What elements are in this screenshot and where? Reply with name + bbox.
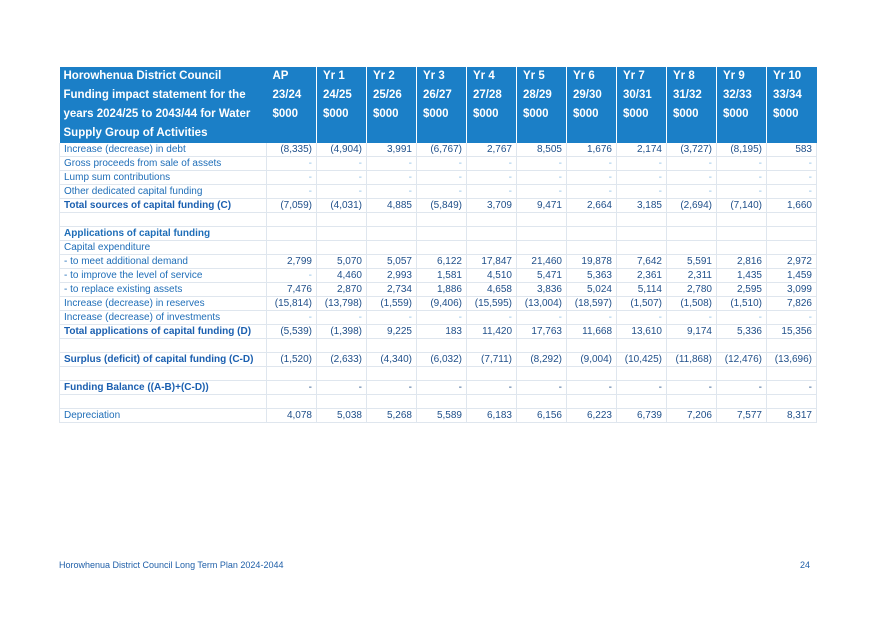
cell-value: 5,268: [367, 409, 417, 423]
title-line: Supply Group of Activities: [63, 127, 208, 139]
cell-value: 183: [417, 325, 467, 339]
total-row: [60, 381, 817, 395]
cell-value: (1,398): [317, 325, 367, 339]
cell-value: 6,223: [567, 409, 617, 423]
cell-value: (8,195): [717, 143, 767, 157]
cell-value: -: [517, 185, 567, 199]
cell-value: 3,991: [367, 143, 417, 157]
cell-value: -: [517, 157, 567, 171]
cell-value: (5,539): [267, 325, 317, 339]
table-row: [60, 171, 817, 185]
cell-value: [717, 213, 767, 227]
cell-value: -: [767, 171, 817, 185]
row-label: Lump sum contributions: [60, 171, 267, 185]
column-header: Yr 1 24/25 $000: [317, 67, 367, 143]
cell-value: 13,610: [617, 325, 667, 339]
cell-value: [567, 227, 617, 241]
cell-value: 5,589: [417, 409, 467, 423]
row-label: Other dedicated capital funding: [60, 185, 267, 199]
table-header: [60, 67, 817, 143]
cell-value: [617, 367, 667, 381]
cell-value: [367, 241, 417, 255]
cell-value: (6,032): [417, 353, 467, 367]
cell-value: 15,356: [767, 325, 817, 339]
cell-value: -: [467, 157, 517, 171]
row-label: Increase (decrease) in reserves: [60, 297, 267, 311]
cell-value: -: [667, 311, 717, 325]
cell-value: [317, 339, 367, 353]
cell-value: 8,505: [517, 143, 567, 157]
cell-value: 9,225: [367, 325, 417, 339]
total-row: [60, 199, 817, 213]
table-body: [60, 143, 817, 423]
cell-value: (9,406): [417, 297, 467, 311]
row-label: - to improve the level of service: [60, 269, 267, 283]
cell-value: (6,767): [417, 143, 467, 157]
column-header: Yr 5 28/29 $000: [517, 67, 567, 143]
cell-value: -: [267, 157, 317, 171]
cell-value: 1,886: [417, 283, 467, 297]
cell-value: (10,425): [617, 353, 667, 367]
cell-value: -: [367, 157, 417, 171]
title-line: Funding impact statement for the: [63, 89, 246, 101]
cell-value: -: [367, 185, 417, 199]
cell-value: [717, 367, 767, 381]
cell-value: 1,459: [767, 269, 817, 283]
cell-value: [767, 241, 817, 255]
cell-value: -: [367, 311, 417, 325]
cell-value: [767, 227, 817, 241]
cell-value: 1,435: [717, 269, 767, 283]
cell-value: [517, 367, 567, 381]
cell-value: (4,904): [317, 143, 367, 157]
cell-value: -: [617, 171, 667, 185]
cell-value: [567, 213, 617, 227]
cell-value: (9,004): [567, 353, 617, 367]
row-label: Capital expenditure: [60, 241, 267, 255]
cell-value: -: [267, 269, 317, 283]
row-label: [60, 339, 267, 353]
section-heading-row: [60, 227, 817, 241]
cell-value: [467, 395, 517, 409]
cell-value: (1,507): [617, 297, 667, 311]
title-line: Horowhenua District Council: [63, 70, 222, 82]
cell-value: 1,581: [417, 269, 467, 283]
cell-value: (13,004): [517, 297, 567, 311]
cell-value: [517, 241, 567, 255]
table-row: [60, 311, 817, 325]
cell-value: (15,595): [467, 297, 517, 311]
cell-value: (13,798): [317, 297, 367, 311]
spacer-row: [60, 395, 817, 409]
cell-value: [267, 367, 317, 381]
cell-value: [717, 395, 767, 409]
row-label: Total applications of capital funding (D): [60, 325, 267, 339]
row-label: Gross proceeds from sale of assets: [60, 157, 267, 171]
cell-value: -: [717, 185, 767, 199]
cell-value: [467, 213, 517, 227]
cell-value: 5,070: [317, 255, 367, 269]
cell-value: 5,591: [667, 255, 717, 269]
cell-value: -: [767, 157, 817, 171]
total-row: [60, 353, 817, 367]
cell-value: -: [567, 311, 617, 325]
cell-value: [417, 367, 467, 381]
cell-value: [317, 241, 367, 255]
cell-value: 2,780: [667, 283, 717, 297]
cell-value: 6,122: [417, 255, 467, 269]
cell-value: (8,335): [267, 143, 317, 157]
row-label: Total sources of capital funding (C): [60, 199, 267, 213]
cell-value: (13,696): [767, 353, 817, 367]
cell-value: [467, 339, 517, 353]
cell-value: [417, 339, 467, 353]
cell-value: [517, 227, 567, 241]
cell-value: [617, 395, 667, 409]
column-header: Yr 10 33/34 $000: [767, 67, 817, 143]
cell-value: -: [517, 381, 567, 395]
column-header: Yr 8 31/32 $000: [667, 67, 717, 143]
cell-value: [667, 227, 717, 241]
cell-value: 4,078: [267, 409, 317, 423]
cell-value: (1,510): [717, 297, 767, 311]
column-header: Yr 3 26/27 $000: [417, 67, 467, 143]
cell-value: (8,292): [517, 353, 567, 367]
cell-value: [717, 339, 767, 353]
cell-value: (1,559): [367, 297, 417, 311]
cell-value: -: [717, 171, 767, 185]
cell-value: (3,727): [667, 143, 717, 157]
cell-value: [617, 339, 667, 353]
cell-value: -: [417, 381, 467, 395]
cell-value: 5,363: [567, 269, 617, 283]
cell-value: [317, 367, 367, 381]
cell-value: -: [317, 311, 367, 325]
total-row: [60, 325, 817, 339]
cell-value: -: [467, 185, 517, 199]
cell-value: 1,676: [567, 143, 617, 157]
table-row: [60, 241, 817, 255]
cell-value: 5,057: [367, 255, 417, 269]
cell-value: -: [617, 185, 667, 199]
row-label: Depreciation: [60, 409, 267, 423]
row-label: Surplus (deficit) of capital funding (C-D): [60, 353, 267, 367]
cell-value: [767, 395, 817, 409]
cell-value: -: [617, 311, 667, 325]
cell-value: 2,311: [667, 269, 717, 283]
cell-value: (12,476): [717, 353, 767, 367]
cell-value: 2,870: [317, 283, 367, 297]
cell-value: -: [417, 311, 467, 325]
cell-value: -: [417, 157, 467, 171]
cell-value: 11,420: [467, 325, 517, 339]
cell-value: -: [417, 171, 467, 185]
cell-value: [267, 395, 317, 409]
cell-value: 9,174: [667, 325, 717, 339]
cell-value: (4,340): [367, 353, 417, 367]
table-row: [60, 255, 817, 269]
column-header: Yr 7 30/31 $000: [617, 67, 667, 143]
cell-value: [667, 241, 717, 255]
cell-value: [367, 395, 417, 409]
row-label: - to meet additional demand: [60, 255, 267, 269]
cell-value: -: [567, 171, 617, 185]
cell-value: (7,711): [467, 353, 517, 367]
cell-value: -: [567, 157, 617, 171]
table-row: [60, 185, 817, 199]
cell-value: 7,642: [617, 255, 667, 269]
cell-value: 2,816: [717, 255, 767, 269]
cell-value: [417, 213, 467, 227]
cell-value: 3,185: [617, 199, 667, 213]
cell-value: 5,038: [317, 409, 367, 423]
cell-value: -: [367, 381, 417, 395]
cell-value: [617, 241, 667, 255]
cell-value: 6,156: [517, 409, 567, 423]
row-label: Applications of capital funding: [60, 227, 267, 241]
cell-value: -: [617, 381, 667, 395]
cell-value: [417, 241, 467, 255]
cell-value: 9,471: [517, 199, 567, 213]
cell-value: 2,174: [617, 143, 667, 157]
cell-value: [317, 213, 367, 227]
cell-value: [467, 227, 517, 241]
cell-value: [617, 227, 667, 241]
cell-value: 583: [767, 143, 817, 157]
cell-value: -: [617, 157, 667, 171]
cell-value: [317, 227, 367, 241]
cell-value: [667, 395, 717, 409]
cell-value: 2,972: [767, 255, 817, 269]
cell-value: (15,814): [267, 297, 317, 311]
cell-value: -: [667, 171, 717, 185]
row-label: [60, 367, 267, 381]
cell-value: -: [567, 381, 617, 395]
cell-value: -: [767, 311, 817, 325]
cell-value: -: [667, 381, 717, 395]
cell-value: -: [467, 381, 517, 395]
cell-value: [317, 395, 367, 409]
cell-value: [267, 241, 317, 255]
cell-value: [467, 367, 517, 381]
spacer-row: [60, 367, 817, 381]
cell-value: [367, 367, 417, 381]
table-row: [60, 157, 817, 171]
row-label: Increase (decrease) of investments: [60, 311, 267, 325]
cell-value: -: [667, 157, 717, 171]
cell-value: 5,114: [617, 283, 667, 297]
cell-value: [767, 367, 817, 381]
cell-value: [717, 241, 767, 255]
page-number: 24: [800, 560, 811, 570]
cell-value: -: [767, 381, 817, 395]
cell-value: -: [467, 311, 517, 325]
cell-value: -: [317, 157, 367, 171]
cell-value: (7,140): [717, 199, 767, 213]
cell-value: 2,799: [267, 255, 317, 269]
cell-value: 21,460: [517, 255, 567, 269]
cell-value: -: [517, 311, 567, 325]
cell-value: [367, 227, 417, 241]
cell-value: 7,476: [267, 283, 317, 297]
cell-value: 5,024: [567, 283, 617, 297]
cell-value: [517, 395, 567, 409]
cell-value: 1,660: [767, 199, 817, 213]
cell-value: [517, 339, 567, 353]
cell-value: 4,658: [467, 283, 517, 297]
cell-value: (4,031): [317, 199, 367, 213]
header-row: [60, 67, 817, 143]
cell-value: [667, 367, 717, 381]
cell-value: [667, 339, 717, 353]
cell-value: (2,694): [667, 199, 717, 213]
cell-value: 6,183: [467, 409, 517, 423]
cell-value: -: [667, 185, 717, 199]
cell-value: [567, 367, 617, 381]
cell-value: 5,471: [517, 269, 567, 283]
cell-value: (18,597): [567, 297, 617, 311]
funding-impact-statement-table: [59, 67, 817, 423]
cell-value: [367, 213, 417, 227]
cell-value: 7,206: [667, 409, 717, 423]
cell-value: [717, 227, 767, 241]
cell-value: 2,664: [567, 199, 617, 213]
cell-value: 3,709: [467, 199, 517, 213]
row-label: - to replace existing assets: [60, 283, 267, 297]
cell-value: [767, 213, 817, 227]
footer-document-title: Horowhenua District Council Long Term Plan 2024-2044: [59, 560, 284, 570]
cell-value: [417, 395, 467, 409]
cell-value: [517, 213, 567, 227]
cell-value: [467, 241, 517, 255]
column-header: Yr 6 29/30 $000: [567, 67, 617, 143]
cell-value: -: [267, 311, 317, 325]
title-line: years 2024/25 to 2043/44 for Water: [63, 108, 251, 120]
row-label: [60, 213, 267, 227]
cell-value: (5,849): [417, 199, 467, 213]
table-title: [60, 67, 267, 143]
row-label: Funding Balance ((A-B)+(C-D)): [60, 381, 267, 395]
cell-value: -: [267, 381, 317, 395]
row-label: Increase (decrease) in debt: [60, 143, 267, 157]
cell-value: 4,510: [467, 269, 517, 283]
column-header: AP 23/24 $000: [267, 67, 317, 143]
cell-value: 17,847: [467, 255, 517, 269]
cell-value: 2,734: [367, 283, 417, 297]
cell-value: 7,826: [767, 297, 817, 311]
cell-value: 19,878: [567, 255, 617, 269]
cell-value: (11,868): [667, 353, 717, 367]
column-header: Yr 9 32/33 $000: [717, 67, 767, 143]
cell-value: 8,317: [767, 409, 817, 423]
cell-value: 3,836: [517, 283, 567, 297]
cell-value: 2,767: [467, 143, 517, 157]
cell-value: 2,993: [367, 269, 417, 283]
cell-value: -: [717, 381, 767, 395]
cell-value: 3,099: [767, 283, 817, 297]
cell-value: 4,460: [317, 269, 367, 283]
cell-value: -: [517, 171, 567, 185]
spacer-row: [60, 213, 817, 227]
cell-value: -: [717, 311, 767, 325]
cell-value: (7,059): [267, 199, 317, 213]
cell-value: [567, 395, 617, 409]
spacer-row: [60, 339, 817, 353]
column-header: Yr 4 27/28 $000: [467, 67, 517, 143]
cell-value: -: [717, 157, 767, 171]
cell-value: 11,668: [567, 325, 617, 339]
table-row: [60, 143, 817, 157]
cell-value: [567, 241, 617, 255]
table-row: [60, 269, 817, 283]
cell-value: 6,739: [617, 409, 667, 423]
cell-value: [267, 339, 317, 353]
table-row: [60, 409, 817, 423]
cell-value: 2,595: [717, 283, 767, 297]
cell-value: [767, 339, 817, 353]
cell-value: -: [417, 185, 467, 199]
cell-value: -: [317, 381, 367, 395]
cell-value: -: [567, 185, 617, 199]
cell-value: 5,336: [717, 325, 767, 339]
row-label: [60, 395, 267, 409]
cell-value: -: [767, 185, 817, 199]
cell-value: [417, 227, 467, 241]
cell-value: [567, 339, 617, 353]
cell-value: 7,577: [717, 409, 767, 423]
cell-value: -: [367, 171, 417, 185]
cell-value: -: [467, 171, 517, 185]
cell-value: -: [317, 171, 367, 185]
cell-value: [617, 213, 667, 227]
cell-value: (1,508): [667, 297, 717, 311]
cell-value: [267, 227, 317, 241]
cell-value: 2,361: [617, 269, 667, 283]
cell-value: [367, 339, 417, 353]
cell-value: [667, 213, 717, 227]
column-header: Yr 2 25/26 $000: [367, 67, 417, 143]
cell-value: [267, 213, 317, 227]
cell-value: -: [317, 185, 367, 199]
cell-value: -: [267, 185, 317, 199]
cell-value: 17,763: [517, 325, 567, 339]
cell-value: (2,633): [317, 353, 367, 367]
cell-value: -: [267, 171, 317, 185]
table-row: [60, 283, 817, 297]
cell-value: (1,520): [267, 353, 317, 367]
cell-value: 4,885: [367, 199, 417, 213]
table-row: [60, 297, 817, 311]
